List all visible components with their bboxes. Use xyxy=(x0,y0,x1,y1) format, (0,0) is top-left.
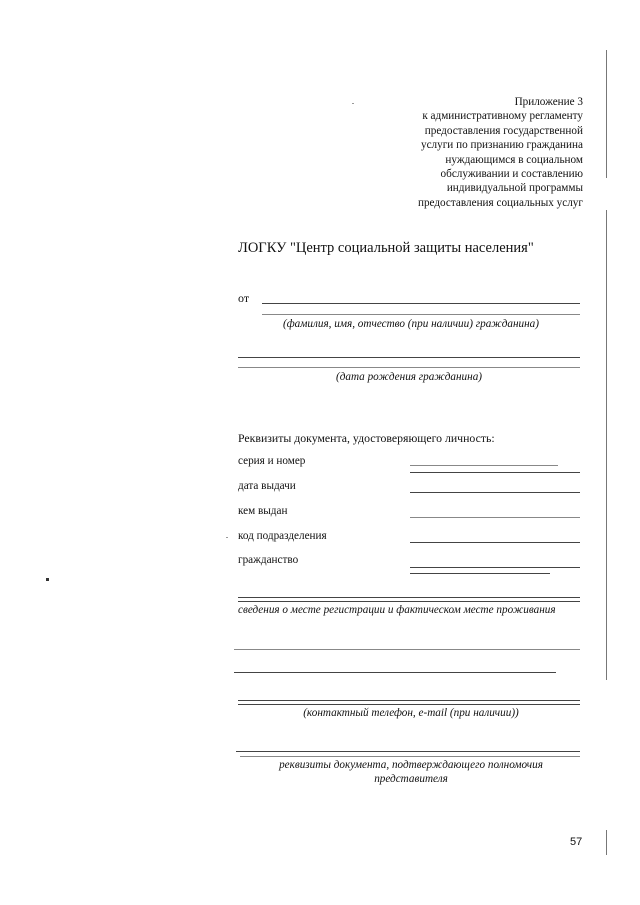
address-line xyxy=(238,601,580,602)
field-line xyxy=(410,517,580,518)
appendix-line: к административному регламенту xyxy=(422,110,583,123)
contact-caption: (контактный телефон, e-mail (при наличии)) xyxy=(303,707,519,719)
field-line xyxy=(410,492,580,493)
representative-line xyxy=(240,756,580,757)
representative-line xyxy=(236,751,580,752)
address-caption: сведения о месте регистрации и фактическом месте проживания xyxy=(238,604,556,616)
appendix-line: Приложение 3 xyxy=(514,96,583,108)
scan-speck xyxy=(352,103,354,104)
page-number: 57 xyxy=(570,836,583,848)
appendix-line: обслуживании и составлению xyxy=(440,168,583,181)
scan-speck xyxy=(46,578,49,581)
scan-border xyxy=(606,830,607,855)
birth-date-caption: (дата рождения гражданина) xyxy=(335,371,483,383)
organization-title: ЛОГКУ "Центр социальной защиты населения" xyxy=(238,240,534,256)
field-line xyxy=(410,567,580,568)
appendix-line: предоставления социальных услуг xyxy=(417,196,583,209)
contact-line xyxy=(238,704,580,705)
field-label-issued-by: кем выдан xyxy=(238,505,288,517)
appendix-line: предоставления государственной xyxy=(424,124,583,137)
document-heading: Реквизиты документа, удостоверяющего личность: xyxy=(238,431,495,445)
representative-caption: представителя xyxy=(374,773,448,785)
scan-border xyxy=(606,210,607,680)
fio-line xyxy=(262,314,580,315)
address-line xyxy=(234,672,556,673)
representative-caption: реквизиты документа, подтверждающего полномочия xyxy=(279,759,543,771)
address-line xyxy=(234,649,580,650)
fio-caption: (фамилия, имя, отчество (при наличии) гражданина) xyxy=(283,318,539,330)
address-line xyxy=(238,597,580,598)
field-label-citizenship: гражданство xyxy=(238,554,299,566)
field-label-division-code: код подразделения xyxy=(238,530,327,542)
scan-border xyxy=(606,50,607,178)
fio-line xyxy=(262,303,580,304)
contact-line xyxy=(238,700,580,701)
from-label: от xyxy=(238,291,250,305)
field-line xyxy=(410,472,580,473)
scan-speck xyxy=(226,537,228,538)
field-label-issue-date: дата выдачи xyxy=(238,480,296,492)
appendix-line: услуги по признанию гражданина xyxy=(420,139,583,152)
appendix-line: нуждающимся в социальном xyxy=(445,153,583,166)
appendix-line: индивидуальной программы xyxy=(446,182,583,195)
field-label-series-number: серия и номер xyxy=(238,455,306,467)
birth-date-line xyxy=(238,367,580,368)
appendix-block xyxy=(418,95,583,210)
field-line xyxy=(410,573,550,574)
birth-date-line xyxy=(238,357,580,358)
field-line xyxy=(410,465,558,466)
field-line xyxy=(410,542,580,543)
